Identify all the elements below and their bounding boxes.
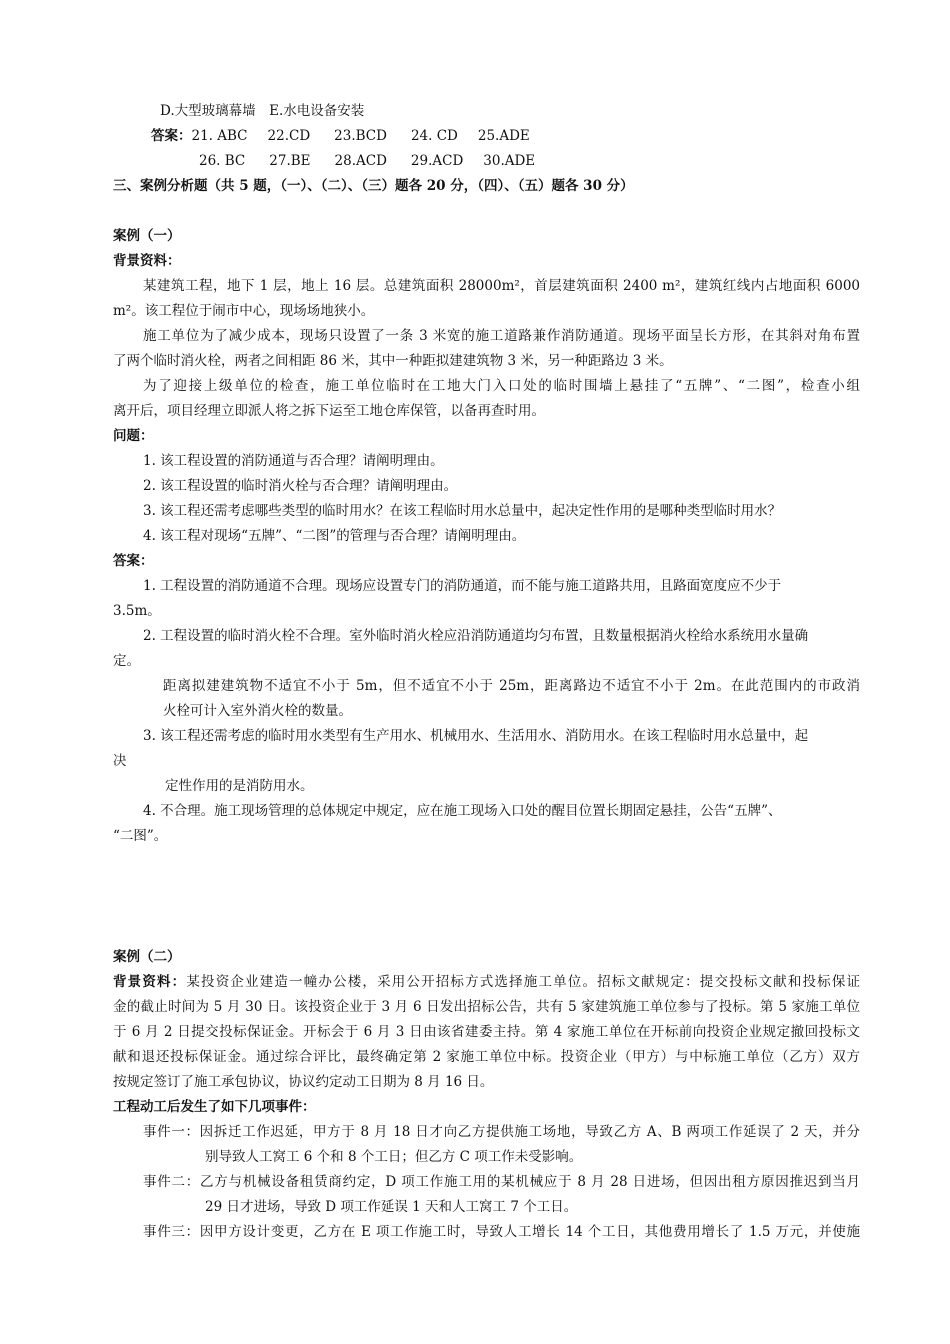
case-1-answer-4-cont: “二图”。: [113, 828, 168, 844]
case-1-question-4: 4. 该工程对现场“五牌”、“二图”的管理与否合理？请阐明理由。: [143, 528, 526, 544]
case-1-answer-2-detail-cont: 火栓可计入室外消火栓的数量。: [163, 703, 352, 719]
answer-row-1: [151, 124, 860, 149]
answer-23: 23.BCD: [334, 128, 387, 144]
case-2-event-1-cont: 别导致人工窝工 6 个和 8 个工日；但乙方 C 项工作未受影响。: [205, 1149, 583, 1165]
answer-24: 24. CD: [410, 128, 458, 144]
answer-25: 25.ADE: [477, 128, 530, 144]
case-1-answers-label: 答案：: [113, 553, 154, 569]
case-1-background-para-2: 施工单位为了减少成本，现场只设置了一条 3 米宽的施工道路兼作消防通道。现场平面呈长方形，在其斜对角布置: [143, 328, 860, 344]
answer-row-2: [199, 149, 860, 174]
answer-22: 22.CD: [267, 128, 311, 144]
answer-26: 26. BC: [199, 153, 246, 169]
case-1-title: 案例（一）: [113, 228, 181, 244]
case-2-event-3: 事件三：因甲方设计变更，乙方在 E 项工作施工时，导致人工增长 14 个工日，其他费用增长了 1.5 万元，并使施: [143, 1224, 860, 1240]
case-2-events-label: 工程动工后发生了如下几项事件：: [113, 1099, 316, 1115]
case-1-answer-2-cont: 定。: [113, 653, 140, 669]
case-1-question-1: 1. 该工程设置的消防通道与否合理？请阐明理由。: [143, 453, 444, 469]
case-1-answer-2-detail: 距离拟建建筑物不适宜不小于 5m，但不适宜不小于 25m，距离路边不适宜不小于 2m。在此范围内的市政消: [163, 678, 860, 694]
section-heading-case-analysis: 三、案例分析题（共 5 题，（一）、（二）、（三）题各 20 分，（四）、（五）题各 30 分）: [113, 178, 634, 194]
case-1-question-2: 2. 该工程设置的临时消火栓与否合理？请阐明理由。: [143, 478, 458, 494]
case-1-background-label: 背景资料：: [113, 253, 181, 269]
answer-21: 21. ABC: [191, 128, 248, 144]
case-1-background-para-2-cont: 了两个临时消火栓，两者之间相距 86 米，其中一种距拟建建筑物 3 米，另一种距路边 3 米。: [113, 353, 673, 369]
case-1-answer-3-cont: 决: [113, 753, 127, 769]
case-2-title: 案例（二）: [113, 949, 181, 965]
case-2-background-label: 背景资料：: [113, 974, 187, 990]
option-line-d-e: D.大型玻璃幕墙 E.水电设备安装: [160, 103, 365, 119]
case-2-background-line-3: 于 6 月 2 日提交投标保证金。开标会于 6 月 3 日由该省建委主持。第 4 家施工单位在开标前向投资企业规定撤回投标文: [113, 1024, 860, 1040]
case-1-background-para-1-cont: m²。该工程位于闹市中心，现场场地狭小。: [113, 303, 375, 319]
case-1-answer-2: 2. 工程设置的临时消火栓不合理。室外临时消火栓应沿消防通道均匀布置，且数量根据消火栓给水系统用水量确: [143, 628, 809, 644]
answer-30: 30.ADE: [483, 153, 536, 169]
case-2-background-line-5: 按规定签订了施工承包协议，协议约定动工日期为 8 月 16 日。: [113, 1074, 494, 1090]
answer-27: 27.BE: [269, 153, 311, 169]
case-1-answer-3-detail: 定性作用的是消防用水。: [165, 778, 314, 794]
case-1-answer-1-cont: 3.5m。: [113, 603, 161, 619]
case-1-answer-4: 4. 不合理。施工现场管理的总体规定中规定，应在施工现场入口处的醒目位置长期固定悬挂，公告“五牌”、: [143, 803, 782, 819]
case-1-answer-1: 1. 工程设置的消防通道不合理。现场应设置专门的消防通道，而不能与施工道路共用，且路面宽度应不少于: [143, 578, 782, 594]
answer-label: 答案：: [151, 128, 192, 144]
case-1-background-para-3: 为了迎接上级单位的检查，施工单位临时在工地大门入口处的临时围墙上悬挂了“五牌”、“二图”，检查小组: [143, 378, 860, 394]
answer-29: 29.ACD: [410, 153, 464, 169]
case-2-background-line-4: 献和退还投标保证金。通过综合评比，最终确定第 2 家施工单位中标。投资企业（甲方）与中标施工单位（乙方）双方: [113, 1049, 860, 1065]
case-1-question-3: 3. 该工程还需考虑哪些类型的临时用水？在该工程临时用水总量中，起决定性作用的是哪种类型临时用水？: [143, 503, 782, 519]
case-2-background-line-2: 金的截止时间为 5 月 30 日。该投资企业于 3 月 6 日发出招标公告，共有 5 家建筑施工单位参与了投标。第 5 家施工单位: [113, 999, 860, 1015]
case-1-background-para-3-cont: 离开后，项目经理立即派人将之拆下运至工地仓库保管，以备再查时用。: [113, 403, 545, 419]
case-2-event-2-cont: 29 日才进场，导致 D 项工作延误 1 天和人工窝工 7 个工日。: [205, 1199, 578, 1215]
answer-28: 28.ACD: [334, 153, 387, 169]
case-1-answer-3: 3. 该工程还需考虑的临时用水类型有生产用水、机械用水、生活用水、消防用水。在该工程临时用水总量中，起: [143, 728, 809, 744]
case-2-background-line-1: [113, 970, 860, 995]
case-1-background-para-1: 某建筑工程，地下 1 层，地上 16 层。总建筑面积 28000m²，首层建筑面积 2400 m²，建筑红线内占地面积 6000: [143, 278, 860, 294]
case-1-questions-label: 问题：: [113, 428, 154, 444]
case-2-event-1: 事件一：因拆迁工作迟延，甲方于 8 月 18 日才向乙方提供施工场地，导致乙方 A、B 两项工作延误了 2 天，并分: [143, 1124, 860, 1140]
case-2-event-2: 事件二：乙方与机械设备租赁商约定，D 项工作施工用的某机械应于 8 月 28 日进场，但因出租方原因推迟到当月: [143, 1174, 860, 1190]
case-2-background-text-1: 某投资企业建造一幢办公楼，采用公开招标方式选择施工单位。招标文献规定：提交投标文献和投标保证: [186, 974, 861, 990]
